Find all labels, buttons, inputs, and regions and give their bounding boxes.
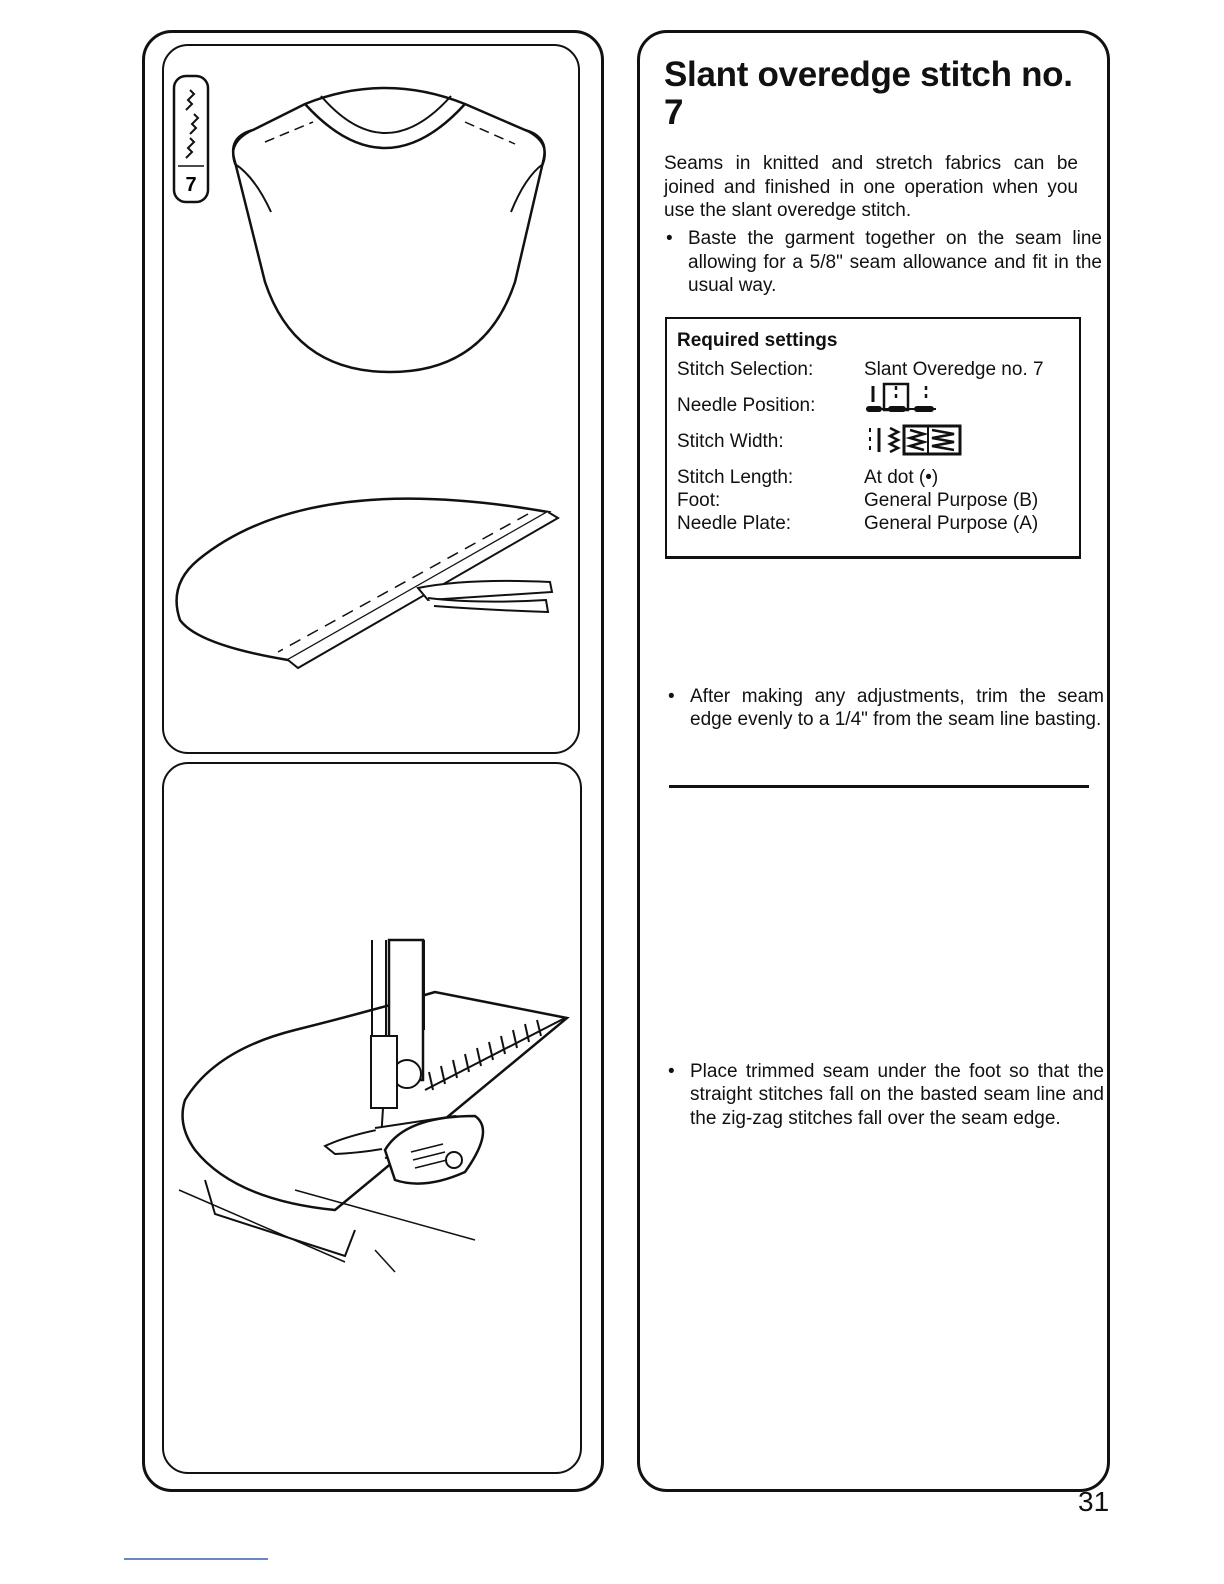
bullet: • xyxy=(666,228,673,249)
needle-position-label: Needle Position: xyxy=(677,395,816,416)
t-shirt-illustration xyxy=(225,82,555,382)
stitch-selection-label: Stitch Selection: xyxy=(677,359,814,380)
step-baste-text: Baste the garment together on the seam line allowing for a 5/8" seam allowance and fit in the usual way. xyxy=(688,228,1102,296)
basted-seam-illustration xyxy=(168,470,568,670)
foot-value: General Purpose (B) xyxy=(864,490,1039,511)
step-trim xyxy=(666,685,1104,732)
step-place-text: Place trimmed seam under the foot so that the straight stitches fall on the basted seam line and the zig-zag stitches fall over the seam edge. xyxy=(690,1060,1104,1129)
settings-heading: Required settings xyxy=(677,330,838,351)
bullet: • xyxy=(668,1060,675,1082)
stitch-length-label: Stitch Length: xyxy=(677,467,794,488)
intro-paragraph: Seams in knitted and stretch fabrics can be joined and finished in one operation when you use the slant overedge stitch. xyxy=(664,153,1078,221)
step-baste xyxy=(664,227,1102,298)
stitch-tab-number: 7 xyxy=(185,174,197,196)
step-place xyxy=(666,1060,1104,1131)
foot-label: Foot: xyxy=(677,490,721,511)
stitch-length-value: At dot (•) xyxy=(864,467,939,488)
page-title: Slant overedge stitch no. 7 xyxy=(664,55,1073,132)
stitch-width-widest-icon xyxy=(866,424,962,456)
section-divider xyxy=(669,785,1089,788)
presser-foot-sewing-illustration xyxy=(175,940,575,1280)
needle-position-center-icon xyxy=(866,382,940,416)
stitch-selection-value: Slant Overedge no. 7 xyxy=(864,359,1044,380)
step-trim-text: After making any adjustments, trim the seam edge evenly to a 1/4" from the seam line basting. xyxy=(690,685,1104,730)
bullet: • xyxy=(668,685,675,707)
stitch-pattern-tab-icon xyxy=(172,74,212,206)
page-number: 31 xyxy=(1078,1486,1110,1517)
needle-plate-label: Needle Plate: xyxy=(677,513,792,534)
stitch-width-label: Stitch Width: xyxy=(677,431,784,452)
footer-line xyxy=(124,1558,268,1560)
needle-plate-value: General Purpose (A) xyxy=(864,513,1039,534)
